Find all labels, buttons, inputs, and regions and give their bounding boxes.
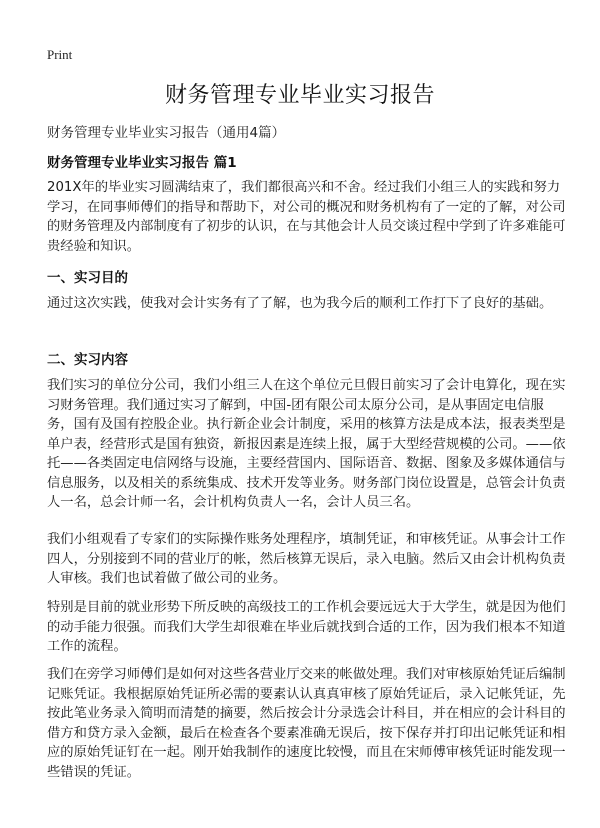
document-subtitle: 财务管理专业毕业实习报告（通用4篇） bbox=[47, 125, 286, 141]
section-heading-purpose: 一、实习目的 bbox=[47, 270, 128, 286]
page-title: 财务管理专业毕业实习报告 bbox=[164, 83, 435, 108]
content-paragraph: 特别是目前的就业形势下所反映的高级技工的工作机会要远远大于大学生，就是因为他们的动手能力很强。而我们大学生却很难在毕业后就找到合适的工作，因为我们根本不知道工作的流程。 bbox=[47, 600, 566, 654]
section-heading-content: 二、实习内容 bbox=[47, 352, 128, 368]
content-paragraph: 我们小组观看了专家们的实际操作账务处理程序，填制凭证，和审核凭证。从事会计工作四人，分别接到不同的营业厅的帐，然后核算无误后，录入电脑。然后又由会计机构负责人审核。我们也试着做了做公司的业务。 bbox=[47, 532, 566, 586]
content-paragraph: 我们实习的单位分公司，我们小组三人在这个单位元旦假日前实习了会计电算化，现在实习财务管理。我们通过实习了解到，中国-团有限公司太原分公司，是从事固定电信服务，国有及国有控股企业。执行新企业会计制度，采用的核算方法是成本法，报表类型是单户表，经营形式是国有独资，新报因素是连续上报，属于大型经营规模的公司。——依托——各类固定电信网络与设施，主要经营国内、国际语音、数据、图象及多媒体通信与信息服务，以及相关的系统集成、技术开发等业务。财务部门岗位设置是，总管会计负责人一名，总会计师一名，会计机构负责人一名，会计人员三名。 bbox=[47, 378, 566, 510]
content-paragraph: 我们在旁学习师傅们是如何对这些各营业厅交来的帐做处理。我们对审核原始凭证后编制记账凭证。我根据原始凭证所必需的要素认认真真审核了原始凭证后，录入记帐凭证，先按此笔业务录入简明而清楚的摘要，然后按会计分录选会计科目，并在相应的会计科目的借方和贷方录入金额，最后在检查各个要素准确无误后，按下保存并打印出记帐凭证和相应的原始凭证钉在一起。刚开始我制作的速度比较慢，而且在宋师傅审核凭证时能发现一些错误的凭证。 bbox=[47, 667, 566, 780]
article-heading: 财务管理专业毕业实习报告 篇1 bbox=[47, 155, 237, 171]
intro-paragraph: 201X年的毕业实习圆满结束了，我们都很高兴和不舍。经过我们小组三人的实践和努力学习，在同事师傅们的指导和帮助下，对公司的概况和财务机构有了一定的了解，对公司的财务管理及内部制度有了初步的认识，在与其他会计人员交谈过程中学到了许多难能可贵经验和知识。 bbox=[47, 180, 566, 254]
purpose-paragraph: 通过这次实践，使我对会计实务有了了解，也为我今后的顺利工作打下了良好的基础。 bbox=[47, 296, 553, 311]
print-label[interactable]: Print bbox=[47, 47, 73, 62]
